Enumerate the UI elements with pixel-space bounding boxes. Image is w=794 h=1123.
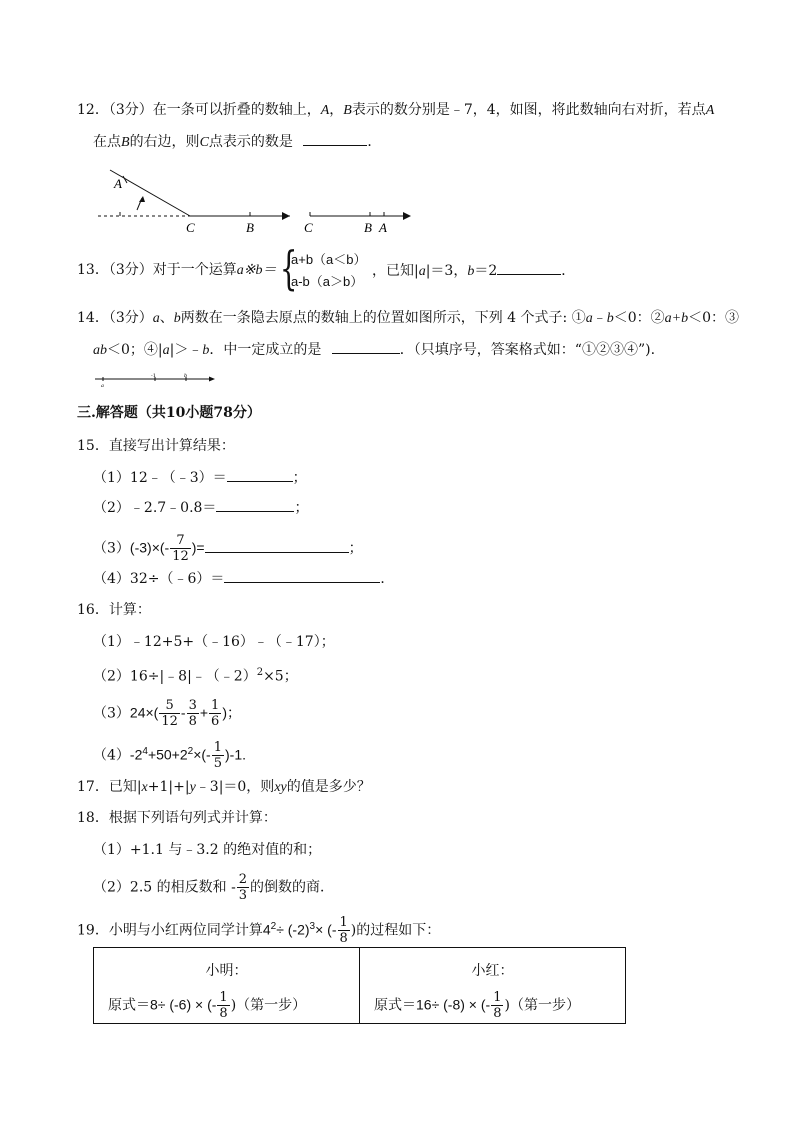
q13-var-b: b [467,264,475,279]
fraction [159,698,180,729]
q17-text: +1|+| [147,779,190,795]
q14-var-a: a [152,311,160,326]
q19-expr: ÷ (-2) [276,921,310,938]
q15-blank-2[interactable] [216,497,294,512]
numerator: 5 [159,698,180,714]
label-a: a [101,383,104,388]
q12-answer-blank[interactable] [303,131,367,146]
numerator: 1 [219,990,228,1005]
q12-var-c: C [199,135,209,150]
operator: - [180,704,186,721]
q14-var-a: a [162,343,170,358]
q12-text: ， [329,102,344,118]
q17-line [77,777,371,798]
numerator: 1 [213,740,222,755]
label-c: C [186,220,195,235]
label-b2: B [364,220,372,235]
fraction [338,915,350,946]
arrow-head-2 [403,212,411,220]
q14-var-a: a [585,311,593,326]
label-c2: C [304,220,313,235]
q14-var-b: b [202,343,210,358]
numerator: 1 [211,698,220,713]
q13-line2 [372,260,575,282]
label-minus-one: -1 [151,373,156,379]
denominator: 3 [238,888,248,903]
q12-var-a: A [320,103,330,118]
q19-text: 19．小明与小红两位同学计算 [77,922,263,939]
xiaoming-step [108,990,359,1021]
q13-text: 13．（3分）对于一个运算 [77,262,237,278]
q18-text: 的倒数的商． [250,879,335,896]
q14-line2 [93,339,655,361]
q14-number-line-figure [93,372,223,388]
section-header: 三.解答题（共10小题78分） [77,405,261,421]
denominator: 6 [211,714,220,729]
q15-text: ． [380,571,395,587]
q12-text: 点表示的数是 [208,134,293,150]
q19-text: )的过程如下： [350,922,441,939]
q14-text: ．（只填序号，答案格式如：“①②③④”). [399,342,656,358]
q15-blank-4[interactable] [224,568,380,583]
q14-text: ＜0；④| [107,342,163,358]
label-b: B [246,220,254,235]
q13-brace: { [279,241,298,295]
label-a2: A [379,220,387,235]
q15-blank-1[interactable] [227,467,293,482]
numerator: 2 [238,872,248,887]
q12-text: 的右边，则 [129,134,200,150]
numerator: 1 [493,990,502,1005]
q16-part2 [93,663,298,687]
fraction [187,698,199,729]
xiaohong-step [374,990,625,1021]
label-b: b [184,373,188,379]
numerator: 1 [339,915,348,930]
q14-text: 两数在一条隐去原点的数轴上的位置如图所示，下列 4 个式子: ① [180,310,586,326]
denominator: 8 [219,1006,228,1021]
fraction [212,740,224,771]
q12-text: ． [367,134,382,150]
q13-text: ＝2 [474,263,498,279]
q15-expr: (-3)×(- [129,539,170,556]
q15-title: 15．直接写出计算结果： [77,438,235,454]
q15-blank-3[interactable] [205,538,349,553]
q16-text: （4） [93,747,130,764]
fraction [491,990,503,1021]
q16-text: （3） [93,705,130,722]
q16-expr: )-1. [225,746,246,763]
label-a: A [114,176,122,191]
q15-part2 [93,497,308,518]
q16-expr: ×(- [193,746,211,763]
q12-var-a: A [705,103,715,118]
q13-case2: a-b（a＞b） [291,274,364,289]
q17-text: 17．已知| [77,779,142,795]
q14-text: ．中一定成立的是 [209,342,322,358]
q12-var-b: B [121,135,130,150]
q12-text: 12．（3分）在一条可以折叠的数轴上， [77,102,321,118]
q14-answer-blank[interactable] [332,339,400,354]
q14-text: ＜0：② [613,310,665,326]
q17-var-y: y [189,780,196,795]
q13-text: |＝3， [425,263,468,279]
q15-text: ； [294,500,309,516]
folded-line [110,170,190,216]
q16-text: ×5； [263,668,298,685]
q13-var-a: a [418,264,426,279]
q16-part1: （1）﹣12+5+（﹣16）﹣（﹣17）； [93,634,335,650]
q14-line1 [77,308,739,329]
q19-expr: × (- [315,921,337,938]
denominator: 12 [161,714,178,729]
q15-part1 [93,467,307,488]
denominator: 12 [172,549,189,564]
q14-expr: ab [93,343,107,358]
q15-part3 [93,533,363,564]
q16-title: 16．计算： [77,602,151,618]
cell-text: )（第一步） [230,997,307,1014]
xiaoming-cell [94,948,360,1024]
arrow-head [282,212,290,220]
q17-text: ﹣3|＝0，则 [195,779,275,795]
q12-line2 [93,131,381,153]
q12-text: 在点 [93,134,121,150]
q14-var-b: b [173,311,181,326]
fraction [209,698,221,729]
q12-text: 表示的数分别是﹣7，4，如图，将此数轴向右对折，若点 [351,102,706,118]
q16-expr: )； [222,704,241,721]
q12-number-line-figure [90,160,420,240]
xiaohong-header: 小红： [471,963,514,979]
operator: - [231,878,236,895]
q13-line [77,260,276,281]
q15-text: （3） [93,540,130,557]
q14-text: ＜0：③ [688,310,740,326]
q16-expr: +50+2 [147,746,188,763]
fold-arrow-head [139,196,145,202]
q16-expr: 24×( [129,704,159,721]
q12-line1 [77,100,714,121]
q15-part4 [93,568,394,589]
xiaoming-header: 小明： [205,963,248,979]
numerator: 7 [170,533,191,549]
q15-fraction [170,533,191,564]
fraction [217,990,229,1021]
q17-expr: xy [274,780,287,795]
cell-expr: 16÷ (-8) × (- [416,996,491,1013]
xiaohong-cell [360,948,626,1024]
q15-text: （2）﹣2.7﹣0.8＝ [93,500,217,516]
q16-part4 [93,740,246,771]
q18-text: （2）2.5 的相反数和 [93,879,232,896]
q14-var-b: b [606,311,614,326]
fraction [237,872,249,903]
q16-expr: -2 [129,746,143,763]
q19-expr: 4 [262,921,271,938]
denominator: 5 [213,756,222,771]
q15-text: （1）12﹣（﹣3）＝ [93,470,227,486]
arrow-head [209,377,215,382]
q13-text: ． [561,263,576,279]
q13-case1: a+b（a＜b） [291,252,367,267]
cell-expr: 8÷ (-6) × (- [150,996,217,1013]
cell-text: 原式＝ [108,997,150,1014]
q18-part2 [93,872,334,903]
q19-comparison-table [93,947,626,1024]
q17-var-x: x [141,780,148,795]
q14-expr: a+b [664,311,689,326]
q13-answer-blank[interactable] [497,260,561,275]
q16-part3 [93,698,241,729]
exponent: 3 [309,920,316,932]
q16-text: （2）16÷|﹣8|﹣（﹣2） [93,668,257,685]
q13-text: ，已知| [372,263,419,279]
q14-text: |＞﹣ [169,342,203,358]
q14-text: 、 [159,310,174,326]
q12-var-b: B [343,103,352,118]
numerator: 3 [188,698,197,713]
exponent: 2 [187,745,194,757]
q15-text: ； [348,540,363,557]
exponent: 4 [142,745,148,757]
q15-expr: )= [191,539,205,556]
q14-text: 14．（3分） [77,310,153,326]
q19-line [77,915,440,946]
q18-title: 18．根据下列语句列式并计算： [77,810,277,826]
cell-text: 原式＝ [374,997,416,1014]
exponent: 2 [256,667,264,678]
denominator: 8 [339,931,348,946]
exponent: 2 [270,920,277,932]
q15-text: ； [292,470,307,486]
q18-part1: （1）+1.1 与﹣3.2 的绝对值的和； [93,842,322,858]
q14-text: ﹣ [592,310,607,326]
denominator: 8 [188,714,197,729]
denominator: 8 [493,1006,502,1021]
q13-expr: a※b＝ [236,263,277,278]
operator: + [199,704,209,721]
q15-text: （4）32÷（﹣6）＝ [93,571,225,587]
q17-text: 的值是多少？ [286,779,371,795]
cell-text: )（第一步） [504,997,580,1014]
